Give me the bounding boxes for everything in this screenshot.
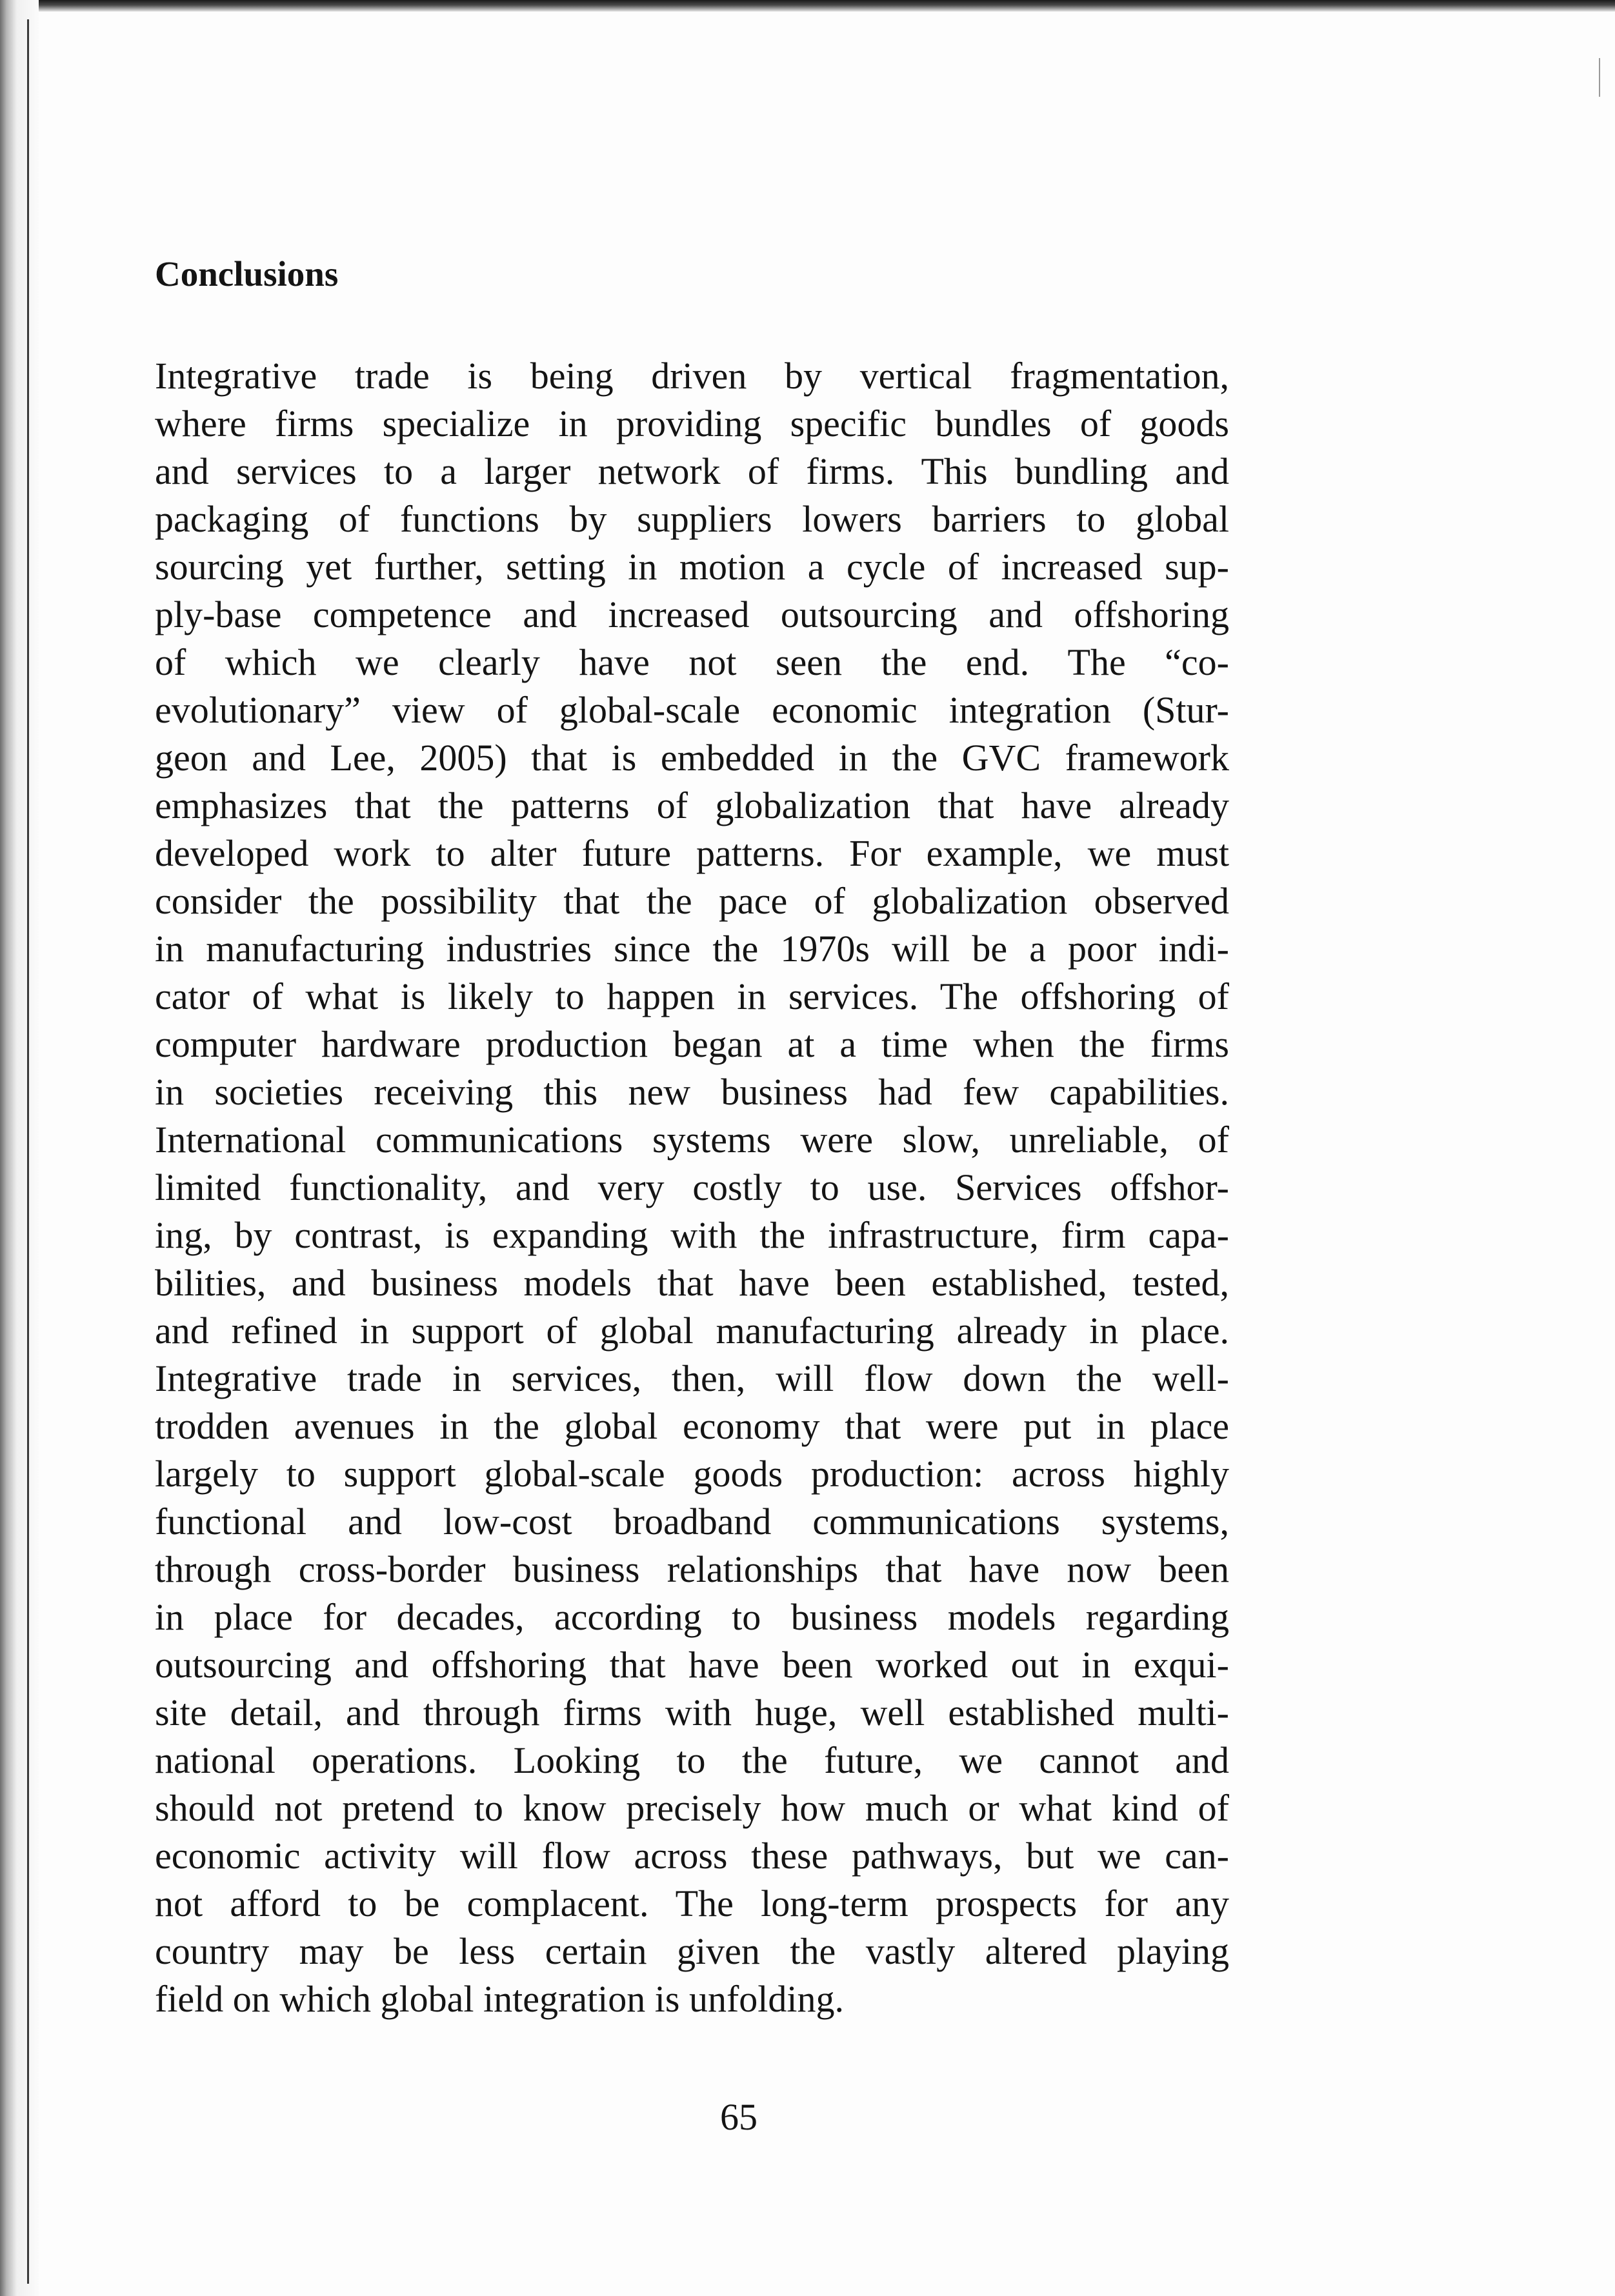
paragraph-line: and refined in support of global manufacturing already in place. <box>155 1310 1229 1352</box>
paragraph-line: should not pretend to know precisely how much or what kind of <box>155 1787 1229 1829</box>
paragraph-line: cator of what is likely to happen in services. The offshoring of <box>155 975 1229 1017</box>
paragraph-line: not afford to be complacent. The long-term prospects for any <box>155 1882 1229 1924</box>
paragraph-line: national operations. Looking to the future, we cannot and <box>155 1739 1229 1781</box>
paragraph-line: packaging of functions by suppliers lowers barriers to global <box>155 498 1229 540</box>
paragraph-line: International communications systems were slow, unreliable, of <box>155 1119 1229 1161</box>
page-right-edge-mark <box>1599 58 1600 97</box>
paragraph-line: consider the possibility that the pace of globalization observed <box>155 880 1229 922</box>
paragraph-line: largely to support global-scale goods production: across highly <box>155 1453 1229 1495</box>
paragraph-line: developed work to alter future patterns. For example, we must <box>155 832 1229 874</box>
paragraph-line: field on which global integration is unfolding. <box>155 1978 844 2020</box>
paragraph-line: economic activity will flow across these pathways, but we can- <box>155 1835 1229 1877</box>
paragraph-line: of which we clearly have not seen the end. The “co- <box>155 641 1229 683</box>
paragraph-line: in societies receiving this new business had few capabilities. <box>155 1071 1229 1113</box>
paragraph-line: site detail, and through firms with huge, well established multi- <box>155 1692 1229 1733</box>
paragraph-line: through cross-border business relationships that have now been <box>155 1548 1229 1590</box>
paragraph-line: limited functionality, and very costly to use. Services offshor- <box>155 1166 1229 1208</box>
paragraph-line: in manufacturing industries since the 1970s will be a poor indi- <box>155 928 1229 970</box>
text-block <box>155 252 1229 2023</box>
paragraph-line: ply-base competence and increased outsourcing and offshoring <box>155 594 1229 635</box>
paragraph-line: outsourcing and offshoring that have been worked out in exqui- <box>155 1644 1229 1686</box>
binding-line <box>27 19 29 2284</box>
page-binding-edge <box>0 0 39 2296</box>
paragraph-line: functional and low-cost broadband communications systems, <box>155 1501 1229 1542</box>
paragraph-line: Integrative trade in services, then, will flow down the well- <box>155 1357 1229 1399</box>
paragraph-line: ing, by contrast, is expanding with the infrastructure, firm capa- <box>155 1214 1229 1256</box>
page-number: 65 <box>720 2096 757 2138</box>
paragraph-line: emphasizes that the patterns of globalization that have already <box>155 784 1229 826</box>
paragraph-line: in place for decades, according to business models regarding <box>155 1596 1229 1638</box>
paragraph-line: bilities, and business models that have been established, tested, <box>155 1262 1229 1304</box>
paragraph-line: where firms specialize in providing specific bundles of goods <box>155 403 1229 444</box>
paragraph-line: country may be less certain given the vastly altered playing <box>155 1930 1229 1972</box>
paragraph-line: computer hardware production began at a time when the firms <box>155 1023 1229 1065</box>
paragraph-line: trodden avenues in the global economy that were put in place <box>155 1405 1229 1447</box>
paragraph-line: geon and Lee, 2005) that is embedded in the GVC framework <box>155 737 1229 779</box>
section-heading: Conclusions <box>155 254 339 294</box>
page-top-edge <box>0 0 1615 12</box>
paragraph-line: and services to a larger network of firms. This bundling and <box>155 450 1229 492</box>
paragraph-line: sourcing yet further, setting in motion a cycle of increased sup- <box>155 546 1229 588</box>
body-paragraph <box>155 352 1229 2023</box>
paragraph-line: evolutionary” view of global-scale economic integration (Stur- <box>155 689 1229 731</box>
paragraph-line: Integrative trade is being driven by vertical fragmentation, <box>155 355 1229 397</box>
